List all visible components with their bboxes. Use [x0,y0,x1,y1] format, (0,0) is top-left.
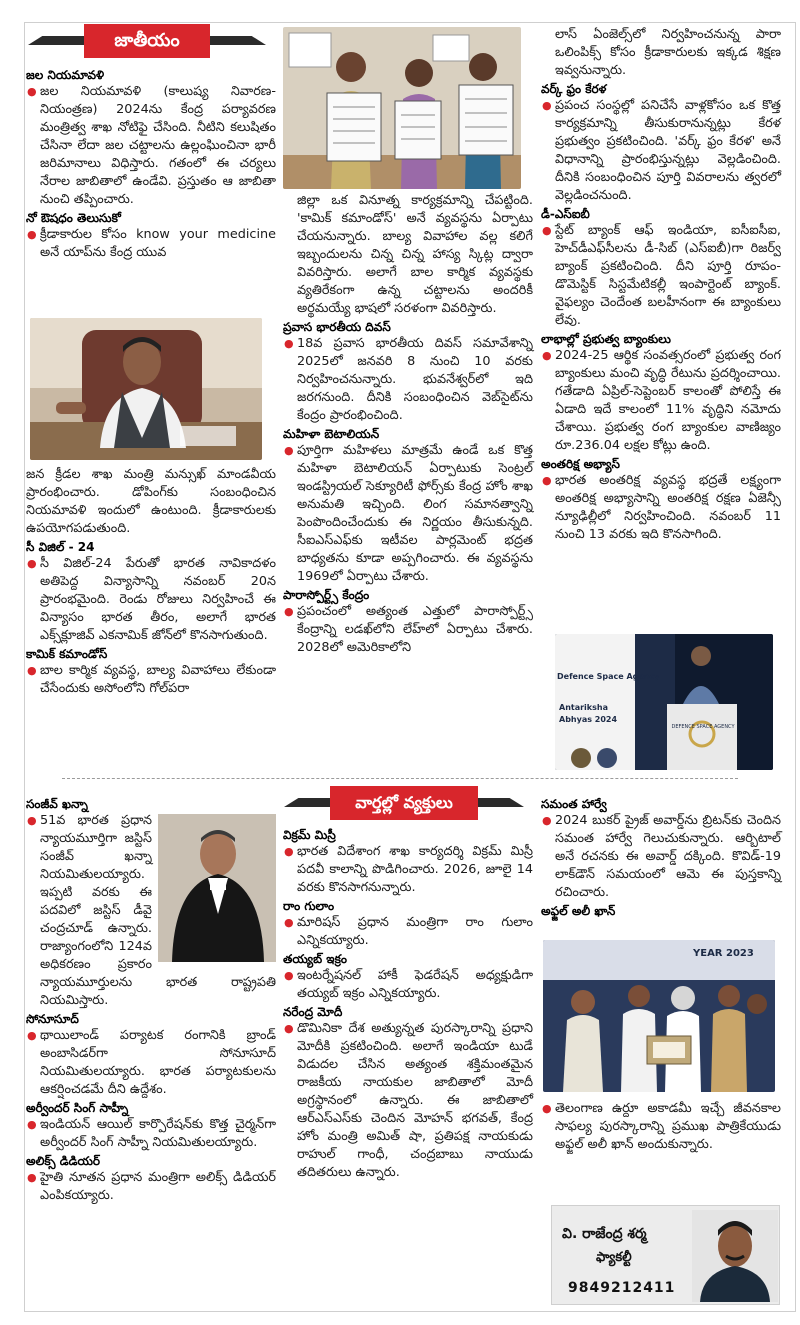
news-item-parasports-centre [283,588,533,657]
person-heading: నరేంద్ర మోదీ [283,1005,343,1019]
person-heading: అలిక్స్ డిడియర్ [26,1154,101,1168]
section-banner-national [28,24,266,58]
person-text: ● ఇండియన్ ఆయిల్ కార్పొరేషన్‌కు కొత్త చైర్మన్‌గా అర్వీందర్ సింగ్ సాహ్నీ నియమితులయ్యారు. [26,1116,276,1152]
news-text: ● 18వ ప్రవాస భారతీయ దివస్ సమావేశాన్ని 2025లో జనవరి 8 నుంచి 10 వరకు నిర్వహించనున్నారు. భువనేశ్వర్‌లో ఇది జరగనుంది. దీనికి సంబంధించిన వెబ్‌సైట్‌ను కేంద్రం ప్రారంభించింది. [283,335,533,425]
author-name: వి. రాజేంద్ర శర్మ [562,1226,647,1242]
person-item-arvinder-singh-sahney [26,1101,276,1152]
author-photo [692,1210,778,1302]
news-text-continued: జన క్రీడల శాఖ మంత్రి మన్సుఖ్ మాండవీయ ప్రారంభించారు. డోపింగ్‌కు సంబంధించిన నియమావళి ఇందులో ఉంటుంది. క్రీడాకారులకు ఉపయోగపడుతుంది. [26,467,276,536]
people-column-right [541,795,781,919]
person-heading: అర్వీందర్ సింగ్ సాహ్నీ [26,1101,129,1115]
news-item-antariksh-abhyas [541,457,781,544]
person-heading: రాం గులాం [283,899,335,913]
news-item-know-your-medicine [26,211,276,262]
person-item-samantha-harvey [541,797,781,902]
person-heading: సోనూసూద్ [26,1012,79,1026]
person-text: ● తెలంగాణ ఉర్దూ అకాడమీ ఇచ్చే జీవనకాల సాఫల్య పురస్కారాన్ని ప్రముఖ పాత్రికేయుడు అఫ్జల్ అలీ ఖాన్ అందుకున్నారు. [541,1100,781,1154]
person-text: ● భారత విదేశాంగ శాఖ కార్యదర్శి విక్రమ్ మిస్రీ పదవీ కాలాన్ని పొడిగించారు. 2026, జూలై 14 వరకు కొనసాగనున్నారు. [283,843,533,897]
news-heading: డీ-ఎస్ఐబీ [541,207,590,221]
news-text: ● క్రీడాకారుల కోసం know your medicine అనే యాప్‌ను కేంద్ర యువ [26,226,276,262]
person-heading-afzal-ali-khan: అఫ్జల్ అలీ ఖాన్ [541,904,616,918]
news-text-continued: లాస్ ఏంజెల్స్‌లో నిర్వహించనున్న పారా ఒలింపిక్స్ కోసం క్రీడాకారులకు ఇక్కడ శిక్షణ ఇవ్వనున్నారు. [555,27,781,78]
person-item-ram-gulam [283,899,533,950]
person-text: ● 51వ భారత ప్రధాన న్యాయమూర్తిగా జస్టిస్ సంజీవ్ ఖన్నా నియమితులయ్యారు. ఇప్పటి వరకు ఈ పదవిలో జస్టిస్ డీవై చంద్రచూడ్ ఉన్నారు. రాజ్యాంగంలోని 124వ అధికరణం ప్రకారం న్యాయమూర్తులను భారత రాష్ట్రపతి నియమిస్తారు. [26,812,276,1010]
award-ceremony-photo [543,940,775,1092]
news-text: ● ప్రపంచ సంస్థల్లో పనిచేసే వాళ్లకోసం ఒక కొత్త కార్యక్రమాన్ని తీసుకురానున్నట్లు కేరళ ప్రభుత్వం ప్రకటించింది. 'వర్క్ ఫ్రం కేరళ' అనే విధానాన్ని ప్రారంభిస్తున్నట్లు వెల్లడించింది. దీనికి సంబంధించిన పూర్తి వివరాలను త్వరలో వెల్లడించనుంది. [541,97,781,205]
news-text: ● ప్రపంచంలో అత్యంత ఎత్తులో పారాస్పోర్ట్స్ కేంద్రాన్ని లడఖ్‌లోని లేహ్‌లో ఏర్పాటు చేశారు. 2028లో అమెరికాలోని [283,603,533,657]
award-banner-text: YEAR 2023 [693,948,754,959]
person-item-sonu-sood [26,1012,276,1099]
news-heading: కామిక్ కమాండోస్ [26,647,108,661]
news-heading: జల నియమావళి [26,68,105,82]
news-item-women-battalion [283,427,533,586]
person-item-sanjiv-khanna [26,797,276,1010]
afzal-text-block [541,1100,781,1154]
comic-commandos-photo [283,27,521,189]
banner-label-national: జాతీయం [84,24,210,58]
person-heading: విక్రమ్ మిస్రీ [283,828,336,842]
news-heading: నో ఔషధం తెలుసుకో [26,211,121,225]
news-item-d-sib [541,207,781,330]
news-text: ● సీ విజిల్-24 పేరుతో భారత నావికాదళం అతిపెద్ద విన్యాసాన్ని నవంబర్ 20న ప్రారంభమైంది. రెండు రోజులు నిర్వహించే ఈ విన్యాసం భారత తీరం, అలాగే భారత ఎక్స్‌క్లూజివ్ ఎకనామిక్ జోన్‌లో కొనసాగుతుంది. [26,555,276,645]
people-column-left [26,795,276,1207]
left-column-continuation [26,466,276,700]
news-text: ● జల నియమావళి (కాలుష్య నివారణ-నియంత్రణ) 2024ను కేంద్ర పర్యావరణ మంత్రిత్వ శాఖ నోటిఫై చేసింది. నీటిని కలుషితం చేసినా లేదా జల చట్టాలను ఉల్లంఘించినా భారీ జరిమానాలు విధిస్తారు. గతంలో ఈ చర్యలు నేరాల జాబితాలో ఉండేవి. ప్రస్తుతం ఆ జాబితా నుంచి తప్పించారు. [26,83,276,209]
minister-photo [30,318,262,460]
news-text: ● 2024-25 ఆర్థిక సంవత్సరంలో ప్రభుత్వ రంగ బ్యాంకులు మంచి వృద్ధి రేటును ప్రదర్శించాయి. గతేడాది ఏప్రిల్-సెప్టెంబర్ కాలంతో పోలిస్తే ఈ ఏడాది ఇదే కాలంలో 11% వృద్ధిని నమోదు చేశాయి. ప్రభుత్వ రంగ బ్యాంకుల వాణిజ్యం రూ.236.04 లక్షల కోట్లు ఉంది. [541,347,781,455]
people-column-middle [283,826,533,1184]
person-heading: సంజీవ్ ఖన్నా [26,797,88,811]
left-column-top [26,66,276,264]
news-heading: వర్క్ ఫ్రం కేరళ [541,82,607,96]
news-heading: సీ విజిల్ - 24 [26,540,95,554]
section-banner-people [284,786,524,820]
person-text: ● హైతి నూతన ప్రధాన మంత్రిగా అలిక్స్ డిడియర్ ఎంపికయ్యారు. [26,1169,276,1205]
antariksh-sign-title: Antariksha Abhyas 2024 [559,703,618,724]
person-item-vikram-misri [283,828,533,897]
person-item-alix-didier [26,1154,276,1205]
middle-column [283,192,533,659]
news-heading: లాభాల్లో ప్రభుత్వ బ్యాంకులు [541,332,671,346]
person-text: ● మారిషస్ ప్రధాన మంత్రిగా రాం గులాం ఎన్నికయ్యారు. [283,914,533,950]
news-text: ● భారత అంతరిక్ష వ్యవస్థ భద్రతే లక్ష్యంగా అంతరిక్ష అభ్యాసాన్ని అంతరిక్ష రక్షణ ఏజెన్సీ న్యూఢిల్లీలో నిర్వహించింది. నవంబర్ 11 నుంచి 13 వరకు ఇది కొనసాగింది. [541,472,781,544]
news-item-jala-niyamavali [26,68,276,209]
news-item-pravasi-divas [283,320,533,425]
news-heading: మహిళా బెటాలియన్ [283,427,380,441]
person-text: ● థాయిలాండ్ పర్యాటక రంగానికి బ్రాండ్ అంబాసిడర్‌గా సోనూసూద్ నియమితులయ్యారు. భారత పర్యాటకులను ఆకర్షించడమే దీని ఉద్దేశం. [26,1027,276,1099]
section-divider [62,778,738,779]
news-item-sea-vigil [26,540,276,645]
person-text: ● 2024 బుకర్ ప్రైజ్ అవార్డ్‌ను బ్రిటన్‌కు చెందిన సమంత హార్వే గెలుచుకున్నారు. ఆర్బిటాల్ అనే రచనకు ఈ అవార్డ్ దక్కింది. కొవిడ్-19 లాక్‌డౌన్ సమయంలో ఆమె ఈ పుస్తకాన్ని రచించారు. [541,812,781,902]
person-text: ● డొమినికా దేశ అత్యున్నత పురస్కారాన్ని ప్రధాని మోదీకి ప్రకటించింది. అలాగే ఇండియా టుడే విడుదల చేసిన అత్యంత శక్తిమంతమైన రాజకీయ నాయకుల జాబితాలో మోదీ అగ్రస్థానంలో ఉన్నారు. ఈ జాబితాలో ఆర్ఎస్ఎస్‌కు చెందిన మోహన్ భగవత్, కేంద్ర హోం మంత్రి అమిత్ షా, ప్రతిపక్ష నాయకుడు రాహుల్ గాంధీ, చంద్రబాబు నాయుడు తదితరులు ఉన్నారు. [283,1020,533,1182]
news-item-psu-banks-profit [541,332,781,455]
person-item-tayyab-ikram [283,952,533,1003]
banner-label-people: వార్తల్లో వ్యక్తులు [330,786,478,820]
news-text: ● స్టేట్ బ్యాంక్ ఆఫ్ ఇండియా, ఐసీఐసీఐ, హెచ్‌డీఎఫ్‌సీలను డీ-సిబ్ (ఎస్ఐబీ)గా రిజర్వ్ బ్యాంక్ ప్రకటించింది. దీని పూర్తి రూపం- డొమెస్టిక్ సిస్టమేటికల్లీ ఇంపార్టెంట్ బ్యాంక్. వైఫల్యం చెందేంత బలహీనంగా ఈ బ్యాంకులు లేవు. [541,222,781,330]
person-item-narendra-modi [283,1005,533,1182]
author-role: ఫ్యాకల్టీ [596,1250,632,1265]
news-item-comic-commandos [26,647,276,698]
right-column [541,26,781,546]
antariksh-abhyas-photo [555,634,773,770]
news-heading: ప్రవాస భారతీయ దివస్ [283,320,391,334]
person-heading: తయ్యబ్ ఇక్రం [283,952,347,966]
news-item-work-from-kerala [541,82,781,205]
news-text: ● పూర్తిగా మహిళలు మాత్రమే ఉండే ఒక కొత్త మహిళా బెటాలియన్ ఏర్పాటుకు సెంట్రల్ ఇండస్ట్రియల్ సెక్యూరిటీ ఫోర్స్‌కు కేంద్ర హోం శాఖ అనుమతి ఇచ్చింది. లింగ సమానత్వాన్ని పెంపొందించేందుకు ఈ నిర్ణయం తీసుకున్నది. సీఐఎస్ఎఫ్‌కు ఇటీవల పార్లమెంట్ భద్రత బాధ్యతను కూడా అప్పగించారు. ఈ వ్యవస్థను 1969లో ఏర్పాటు చేశారు. [283,442,533,586]
news-heading: అంతరిక్ష అభ్యాస్ [541,457,620,471]
author-credit-box [551,1205,780,1305]
author-phone: 9849212411 [568,1280,676,1296]
person-heading: సమంత హార్వే [541,797,607,811]
antariksh-sign-agency: Defence Space Agency [557,672,660,681]
news-text: ● బాల కార్మిక వ్యవస్థ, బాల్య వివాహాలు లేకుండా చేసేందుకు అసోంలోని గోల్‌పరా [26,662,276,698]
antariksh-sign-podium: DEFENCE SPACE AGENCY [671,724,735,730]
news-text-continued: జిల్లా ఒక వినూత్న కార్యక్రమాన్ని చేపట్టింది. 'కామిక్ కమాండోస్' అనే వ్యవస్థను ఏర్పాటు చేయనున్నారు. బాల్య వివాహాల వల్ల కలిగే ఇబ్బందులను చిన్న చిన్న హాస్య స్కిట్ల ద్వారా వివరిస్తారు. అలాగే బాల కార్మిక వ్యవస్థకు వ్యతిరేకంగా ఉన్న చట్టాలను అందరికీ అర్థమయ్యే భాషలో సరళంగా వివరిస్తారు. [297,193,533,316]
news-heading: పారాస్పోర్ట్స్ కేంద్రం [283,588,370,602]
person-text: ● ఇంటర్నేషనల్ హాకీ ఫెడరేషన్ అధ్యక్షుడిగా తయ్యబ్ ఇక్రం ఎన్నికయ్యారు. [283,967,533,1003]
